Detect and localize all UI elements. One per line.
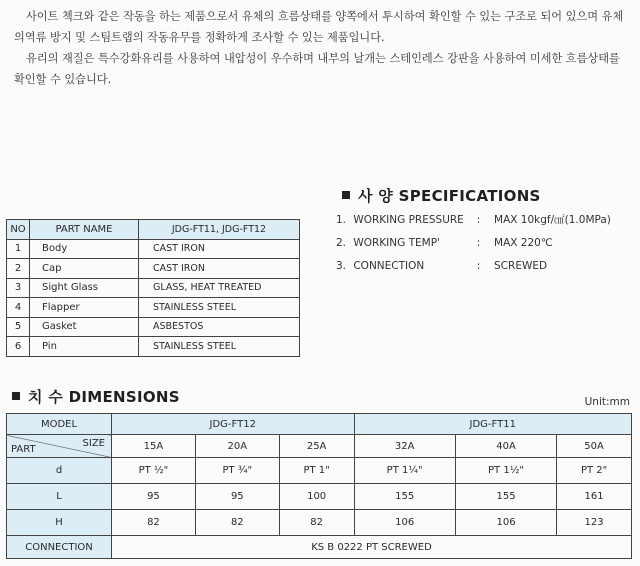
dimensions-title: 치 수 DIMENSIONS [28, 388, 180, 406]
spec-label: WORKING TEMP' [353, 237, 440, 249]
header-no: NO [7, 220, 30, 240]
connection-value: KS B 0222 PT SCREWED [112, 536, 632, 559]
dimension-cell: PT ½" [112, 458, 196, 484]
dimension-cell: PT 1¼" [354, 458, 455, 484]
specifications-title: 사 양 SPECIFICATIONS [358, 187, 541, 205]
parts-header-row [7, 220, 300, 240]
part-number: 4 [7, 298, 30, 318]
part-material: CAST IRON [139, 239, 300, 259]
size-row [7, 435, 632, 458]
spec-separator: : [476, 260, 481, 272]
specifications-heading [342, 185, 541, 206]
specifications-list [336, 212, 611, 281]
size-label: SIZE [82, 438, 105, 449]
dimension-cell: PT 1½" [455, 458, 556, 484]
connection-row [7, 536, 632, 559]
dimension-cell: 82 [195, 510, 279, 536]
dimension-cell: 106 [354, 510, 455, 536]
dimension-cell: 82 [112, 510, 196, 536]
size-cell: 32A [354, 435, 455, 458]
dimensions-table [6, 413, 632, 559]
spec-value: MAX 220℃ [494, 237, 553, 249]
parts-table [6, 219, 300, 357]
dimension-cell: 123 [557, 510, 632, 536]
table-row [7, 298, 300, 318]
spec-row [336, 212, 611, 235]
dimension-cell: 95 [195, 484, 279, 510]
spec-row [336, 235, 611, 258]
spec-separator: : [476, 237, 481, 249]
model-row [7, 414, 632, 435]
table-row [7, 484, 632, 510]
dimension-cell: 82 [279, 510, 354, 536]
part-size-header [7, 435, 112, 458]
spec-row [336, 258, 611, 281]
model-jdg-ft11: JDG-FT11 [354, 414, 632, 435]
part-name: Body [30, 239, 139, 259]
size-cell: 20A [195, 435, 279, 458]
intro-text [14, 6, 626, 90]
part-material: STAINLESS STEEL [139, 337, 300, 357]
spec-separator: : [476, 214, 481, 226]
dimension-cell: PT ¾" [195, 458, 279, 484]
dimension-cell: 155 [455, 484, 556, 510]
header-material: JDG-FT11, JDG-FT12 [139, 220, 300, 240]
size-cell: 15A [112, 435, 196, 458]
dimension-cell: PT 1" [279, 458, 354, 484]
dimensions-heading [12, 386, 180, 407]
dimension-cell: PT 2" [557, 458, 632, 484]
dimension-cell: 95 [112, 484, 196, 510]
part-name: Cap [30, 259, 139, 279]
table-row [7, 337, 300, 357]
table-row [7, 458, 632, 484]
table-row [7, 239, 300, 259]
spec-number: 3. [336, 260, 347, 272]
part-name: Flapper [30, 298, 139, 318]
spec-label: CONNECTION [353, 260, 425, 272]
intro-paragraph-1: 사이트 첵크와 같은 작동을 하는 제품으로서 유체의 흐름상태를 양쪽에서 투시하여 확인할 수 있는 구조로 되어 있으며 유체의역류 방지 및 스팀트랩의 작동유무를 정확하게 조사할 수 있는 제품입니다. [14, 10, 624, 44]
part-number: 2 [7, 259, 30, 279]
spec-value: MAX 10kgf/㎠(1.0MPa) [494, 214, 611, 226]
model-jdg-ft12: JDG-FT12 [112, 414, 355, 435]
unit-label: Unit:mm [584, 396, 630, 408]
size-cell: 50A [557, 435, 632, 458]
part-material: STAINLESS STEEL [139, 298, 300, 318]
table-row [7, 278, 300, 298]
dimension-cell: 155 [354, 484, 455, 510]
row-label-l: L [7, 484, 112, 510]
row-label-d: d [7, 458, 112, 484]
size-cell: 25A [279, 435, 354, 458]
row-label-h: H [7, 510, 112, 536]
square-bullet-icon [342, 191, 350, 199]
part-material: CAST IRON [139, 259, 300, 279]
table-row [7, 510, 632, 536]
dimension-cell: 100 [279, 484, 354, 510]
spec-label: WORKING PRESSURE [353, 214, 464, 226]
spec-value: SCREWED [494, 260, 548, 272]
spec-number: 2. [336, 237, 347, 249]
dimension-cell: 106 [455, 510, 556, 536]
table-row [7, 259, 300, 279]
part-name: Gasket [30, 317, 139, 337]
intro-paragraph-2: 유리의 재질은 특수강화유리를 사용하여 내압성이 우수하며 내부의 날개는 스테인레스 강판을 사용하여 미세한 흐름상태를 확인할 수 있습니다. [14, 52, 620, 86]
part-label: PART [11, 444, 36, 455]
part-number: 3 [7, 278, 30, 298]
header-part-name: PART NAME [30, 220, 139, 240]
spec-number: 1. [336, 214, 347, 226]
table-row [7, 317, 300, 337]
model-label: MODEL [7, 414, 112, 435]
part-material: ASBESTOS [139, 317, 300, 337]
square-bullet-icon [12, 392, 20, 400]
part-name: Sight Glass [30, 278, 139, 298]
size-cell: 40A [455, 435, 556, 458]
part-number: 6 [7, 337, 30, 357]
dimension-cell: 161 [557, 484, 632, 510]
part-number: 5 [7, 317, 30, 337]
part-number: 1 [7, 239, 30, 259]
connection-label: CONNECTION [7, 536, 112, 559]
part-name: Pin [30, 337, 139, 357]
part-material: GLASS, HEAT TREATED [139, 278, 300, 298]
